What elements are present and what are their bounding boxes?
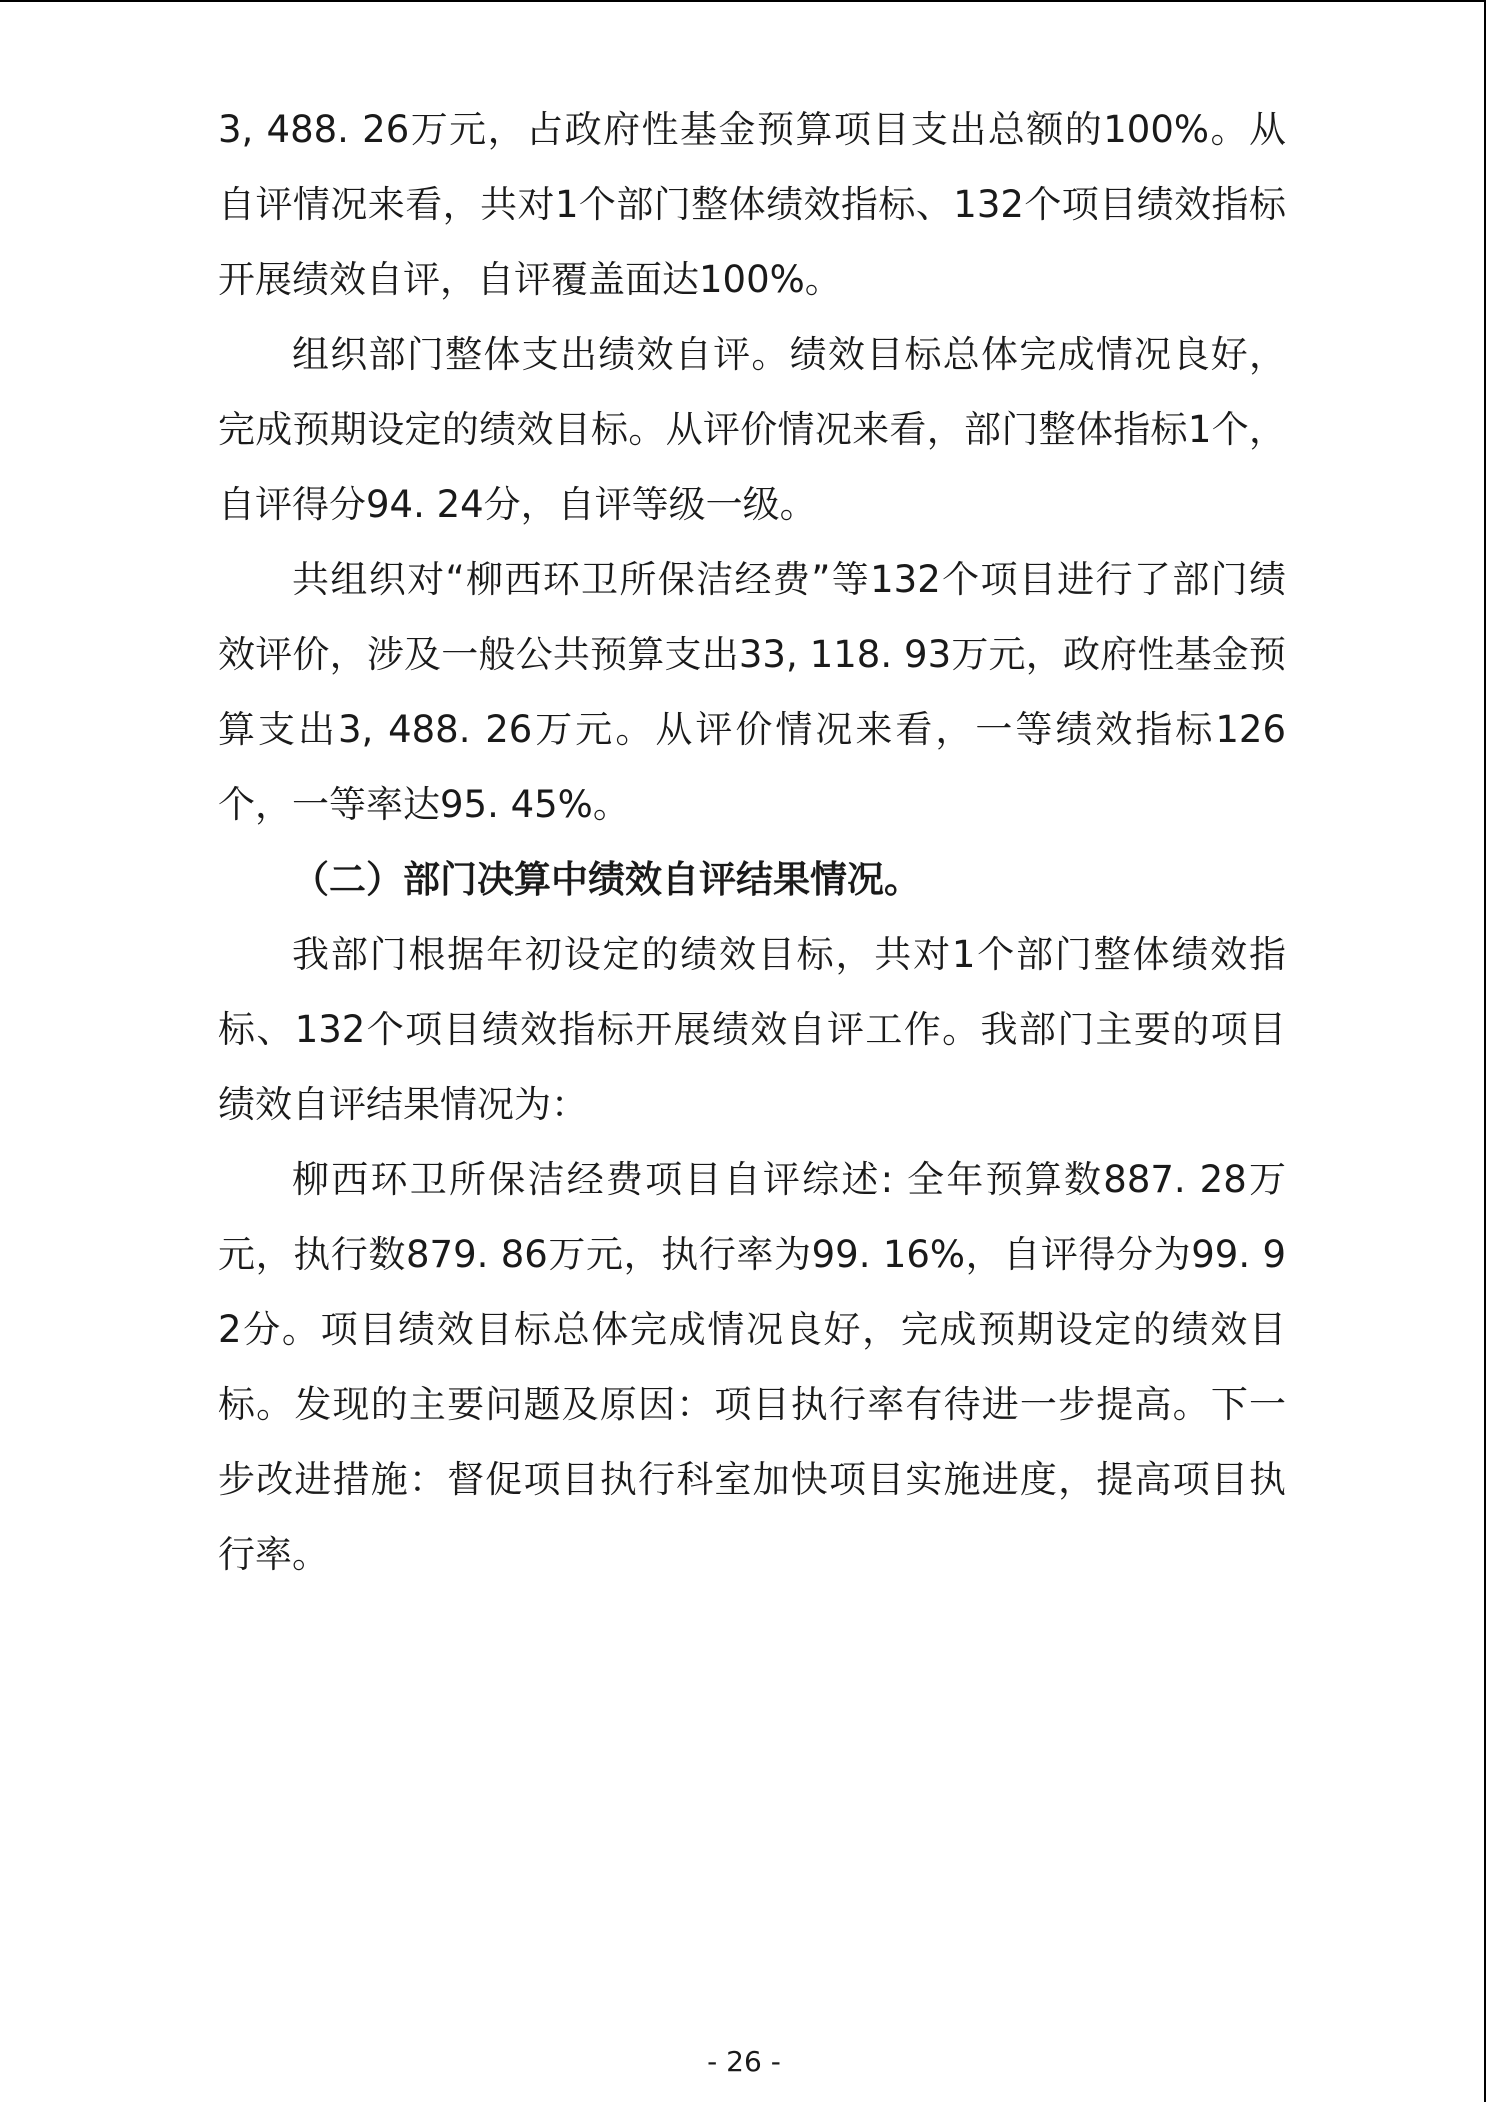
paragraph-project-summary: 柳西环卫所保洁经费项目自评综述: 全年预算数887. 28万元，执行数879. 86万元，执行率为99. 16%，自评得分为99. 92分。项目绩效目标总体完成情况良好，完成预期设定的绩效目标。发现的主要问题及原因：项目执行率有待进一步提高。下一步改进措施：督促项目执行科室加快项目实施进度，提高项目执行率。 (218, 1158, 1286, 1576)
document-body (218, 92, 1286, 1592)
section-heading: （二）部门决算中绩效自评结果情况。 (292, 858, 921, 901)
paragraph-project-evaluation: 共组织对“柳西环卫所保洁经费”等132个项目进行了部门绩效评价，涉及一般公共预算支出33, 118. 93万元，政府性基金预算支出3, 488. 26万元。从评价情况来看，一等绩效指标126个，一等率达95. 45%。 (218, 558, 1286, 826)
page-number: - 26 - (707, 2045, 781, 2078)
paragraph-self-evaluation-results: 我部门根据年初设定的绩效目标，共对1个部门整体绩效指标、132个项目绩效指标开展绩效自评工作。我部门主要的项目绩效自评结果情况为： (218, 933, 1286, 1126)
paragraph-department-self-evaluation: 组织部门整体支出绩效自评。绩效目标总体完成情况良好，完成预期设定的绩效目标。从评价情况来看，部门整体指标1个，自评得分94. 24分，自评等级一级。 (218, 333, 1286, 526)
paragraph-continuation: 3, 488. 26万元，占政府性基金预算项目支出总额的100%。从自评情况来看，共对1个部门整体绩效指标、132个项目绩效指标开展绩效自评，自评覆盖面达100%。 (218, 108, 1286, 301)
